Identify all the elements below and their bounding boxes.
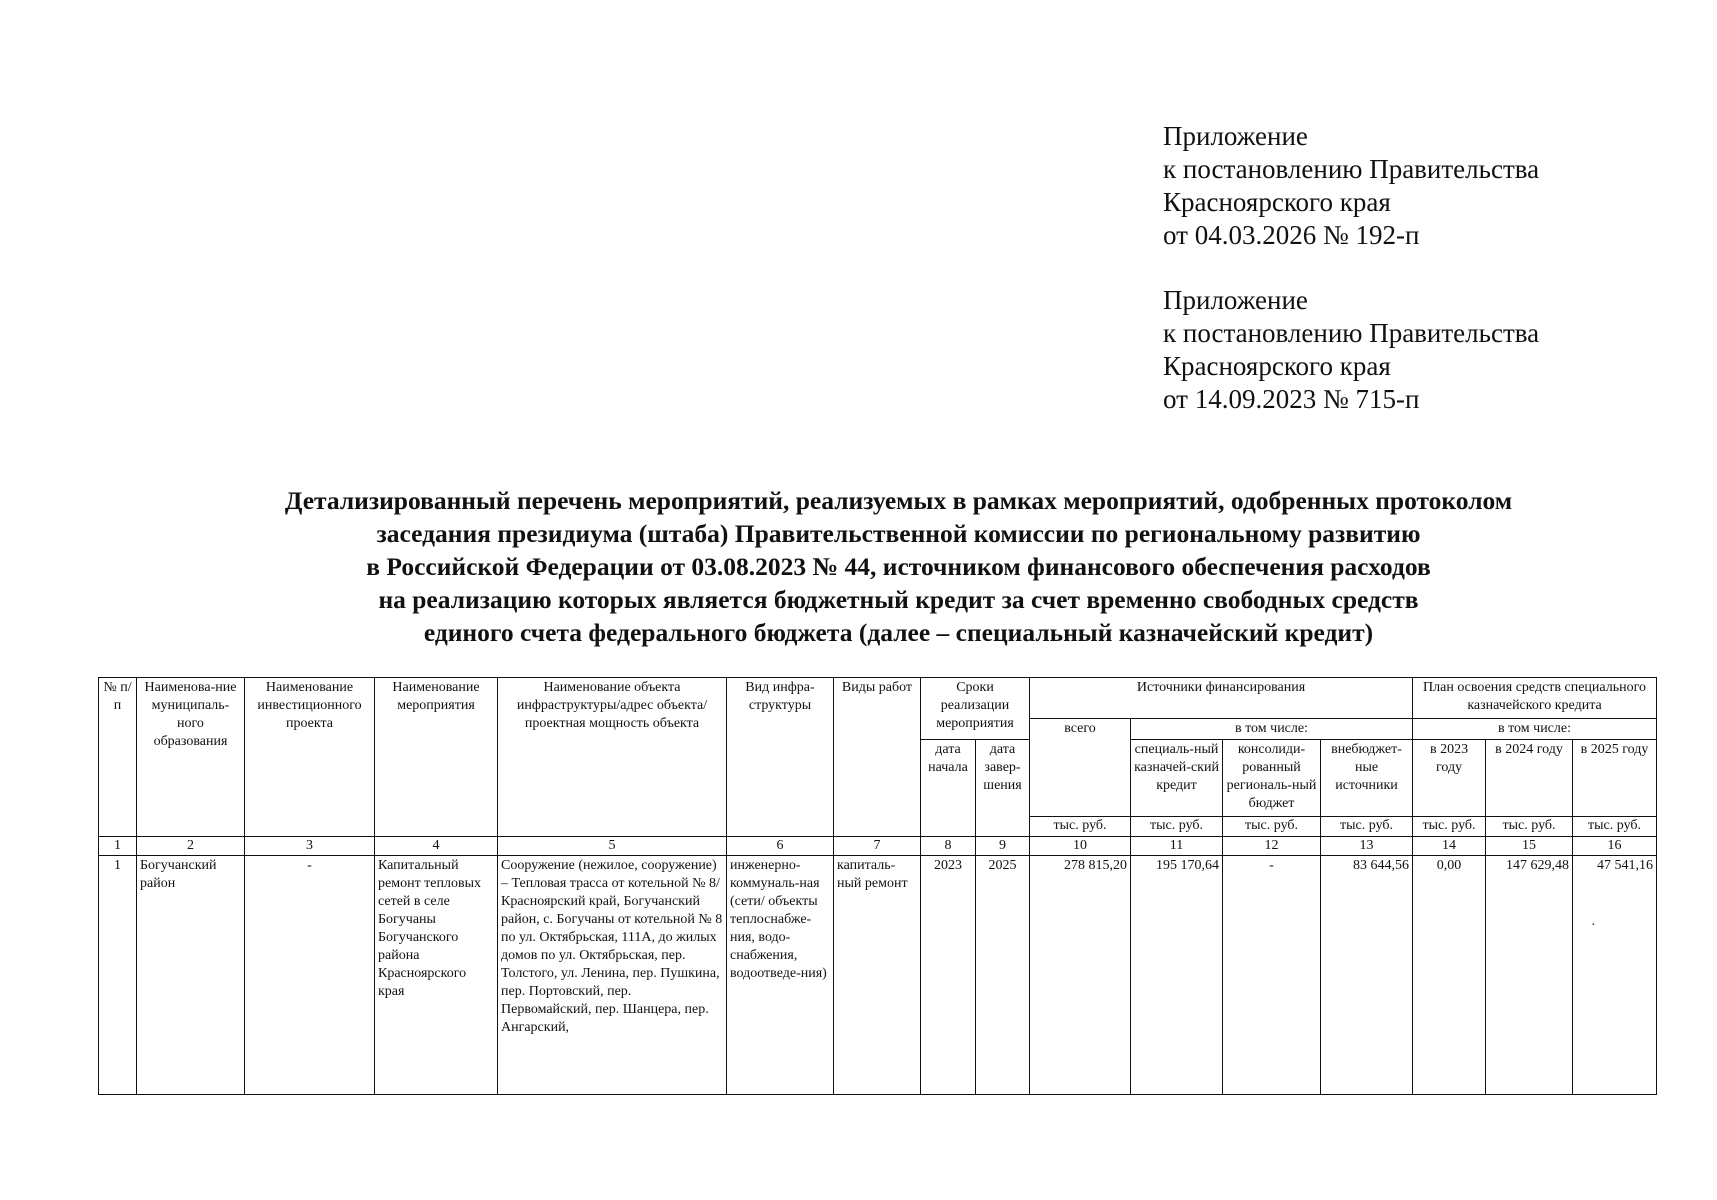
column-number-row [99, 837, 1657, 856]
header-infra-type: Вид инфра-структуры [727, 678, 834, 837]
header-num: № п/п [99, 678, 137, 837]
column-number: 11 [1131, 837, 1223, 856]
cell-regional-budget: - [1223, 856, 1321, 1095]
column-number: 15 [1486, 837, 1573, 856]
cell-extrabudgetary: 83 644,56 [1321, 856, 1413, 1095]
title-line: единого счета федерального бюджета (далее – специальный казначейский кредит) [423, 618, 1374, 647]
cell-object: Сооружение (нежилое, сооружение) – Тепловая трасса от котельной № 8/ Красноярский край, Богучанский район, с. Богучаны от котельной № 8 по ул. Октябрьская, 111А, до жилых домов по ул. Октябрьская, пер. Толстого, ул. Ленина, пер. Пушкина, пер. Портовский, пер. Первомайский, пер. Шанцера, пер. Ангарский, [498, 856, 727, 1095]
header-extrabudgetary: внебюджет-ные источники [1321, 740, 1413, 817]
cell-special-credit: 195 170,64 [1131, 856, 1223, 1095]
header-total: всего [1030, 719, 1131, 817]
column-number: 1 [99, 837, 137, 856]
column-number: 13 [1321, 837, 1413, 856]
appendix-label: Приложение [1163, 121, 1308, 151]
header-year-2025: в 2025 году [1573, 740, 1657, 817]
column-number: 7 [834, 837, 921, 856]
header-object: Наименование объекта инфраструктуры/адрес объекта/ проектная мощность объекта [498, 678, 727, 837]
header-terms: Сроки реализации мероприятия [921, 678, 1030, 740]
appendix-region-line: Красноярского края [1163, 187, 1391, 217]
document-title [60, 484, 1717, 649]
header-row [99, 678, 1657, 719]
stray-mark: · [1591, 918, 1596, 933]
appendix-resolution-line: к постановлению Правительства [1163, 154, 1540, 184]
column-number: 10 [1030, 837, 1131, 856]
cell-year-2025: 47 541,16 [1573, 856, 1657, 1095]
header-measure: Наименование мероприятия [375, 678, 498, 837]
header-funding-sources: Источники финансирования [1030, 678, 1413, 719]
header-special-credit: специаль-ный казначей-ский кредит [1131, 740, 1223, 817]
header-regional-budget: консолиди-рованный региональ-ный бюджет [1223, 740, 1321, 817]
header-start-date: дата начала [921, 740, 976, 837]
title-line: заседания президиума (штаба) Правительственной комиссии по региональному развитию [376, 519, 1421, 548]
title-line: Детализированный перечень мероприятий, реализуемых в рамках мероприятий, одобренных протоколом [284, 486, 1513, 515]
unit-cell: тыс. руб. [1321, 817, 1413, 837]
appendix-label: Приложение [1163, 285, 1308, 315]
header-plan-including: в том числе: [1413, 719, 1657, 740]
column-number: 9 [976, 837, 1030, 856]
column-number: 3 [245, 837, 375, 856]
cell-project: - [245, 856, 375, 1095]
header-work-types: Виды работ [834, 678, 921, 837]
cell-municipality: Богучанский район [137, 856, 245, 1095]
cell-infra-type: инженерно-коммуналь-ная (сети/ объекты теплоснабже-ния, водо-снабжения, водоотведе-ния) [727, 856, 834, 1095]
title-line: на реализацию которых является бюджетный кредит за счет временно свободных средств [378, 585, 1419, 614]
measures-table [98, 677, 1657, 1095]
header-including: в том числе: [1131, 719, 1413, 740]
cell-year-2024: 147 629,48 [1486, 856, 1573, 1095]
header-end-date: дата завер-шения [976, 740, 1030, 837]
unit-cell: тыс. руб. [1573, 817, 1657, 837]
header-year-2024: в 2024 году [1486, 740, 1573, 817]
appendix-current-reference [1163, 120, 1683, 252]
column-number: 4 [375, 837, 498, 856]
appendix-date-number: от 14.09.2023 № 715-п [1163, 384, 1420, 414]
column-number: 16 [1573, 837, 1657, 856]
unit-cell: тыс. руб. [1131, 817, 1223, 837]
appendix-resolution-line: к постановлению Правительства [1163, 318, 1540, 348]
column-number: 5 [498, 837, 727, 856]
column-number: 2 [137, 837, 245, 856]
column-number: 14 [1413, 837, 1486, 856]
column-number: 8 [921, 837, 976, 856]
cell-work-type: капиталь-ный ремонт [834, 856, 921, 1095]
cell-num: 1 [99, 856, 137, 1095]
column-number: 12 [1223, 837, 1321, 856]
cell-end: 2025 [976, 856, 1030, 1095]
cell-year-2023: 0,00 [1413, 856, 1486, 1095]
unit-cell: тыс. руб. [1223, 817, 1321, 837]
appendix-region-line: Красноярского края [1163, 351, 1391, 381]
header-plan: План освоения средств специального казначейского кредита [1413, 678, 1657, 719]
title-line: в Российской Федерации от 03.08.2023 № 44, источником финансового обеспечения расходов [366, 552, 1431, 581]
unit-cell: тыс. руб. [1413, 817, 1486, 837]
cell-measure: Капитальный ремонт тепловых сетей в селе Богучаны Богучанского района Красноярского края [375, 856, 498, 1095]
table-row [99, 856, 1657, 1095]
cell-total: 278 815,20 [1030, 856, 1131, 1095]
header-year-2023: в 2023 году [1413, 740, 1486, 817]
header-project: Наименование инвестиционного проекта [245, 678, 375, 837]
cell-start: 2023 [921, 856, 976, 1095]
header-municipality: Наименова-ние муниципаль-ного образования [137, 678, 245, 837]
column-number: 6 [727, 837, 834, 856]
appendix-original-reference [1163, 284, 1683, 416]
appendix-date-number: от 04.03.2026 № 192-п [1163, 220, 1420, 250]
unit-cell: тыс. руб. [1486, 817, 1573, 837]
unit-cell: тыс. руб. [1030, 817, 1131, 837]
